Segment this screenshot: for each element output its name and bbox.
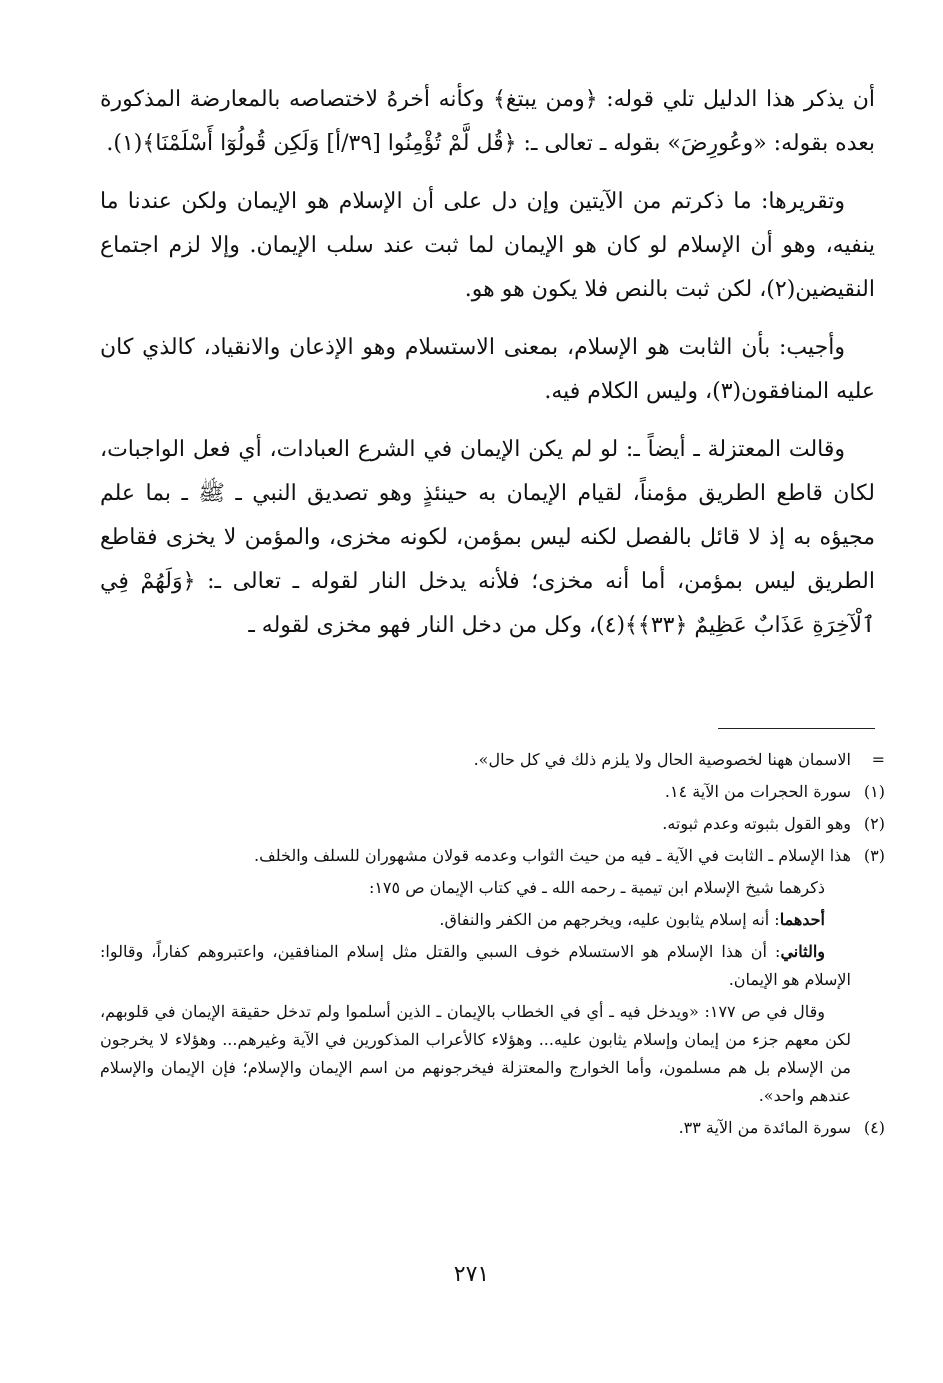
paragraph-3: وأجيب: بأن الثابت هو الإسلام، بمعنى الاستسلام وهو الإذعان والانقياد، كالذي كان عليه المنافقون(٣)، وليس الكلام فيه. bbox=[100, 335, 875, 404]
paragraph-1: أن يذكر هذا الدليل تلي قوله: ﴿ومن يبتغ﴾ وكأنه أخرهُ لاختصاصه بالمعارضة المذكورة بعده بقوله: «وعُورِضَ» بقوله ـ تعالى ـ: ﴿قُل لَّمْ تُؤْمِنُوا [٣٩/أ] وَلَكِن قُولُوٓا أَسْلَمْنَا﴾(١). bbox=[100, 87, 875, 156]
second-text: : أن هذا الإسلام هو الاستسلام خوف السبي والقتل مثل إسلام المنافقين، واعتبروهم كفاراً، وقالوا: الإسلام هو الإيمان. bbox=[100, 942, 851, 989]
main-text bbox=[100, 78, 875, 662]
footnote-3-quote: وقال في ص ١٧٧: «ويدخل فيه ـ أي في الخطاب بالإيمان ـ الذين أسلموا ولم تدخل حقيقة الإيمان في قلوبهم، لكن معهم جزء من إيمان وإسلام يثابون عليه... وهؤلاء كالأعراب المذكورين في الآية وغيرهم... وهؤلاء لا يخرجون من الإسلام بل هم مسلمون، وأما الخوارج والمعتزلة فيخرجونهم من اسم الإيمان والإسلام؛ فإن الإيمان والإسلام عندهم واحد». bbox=[100, 1002, 851, 1105]
footnotes bbox=[100, 746, 885, 1146]
footnote-continuation bbox=[100, 746, 885, 774]
first-label: أحدهما bbox=[779, 910, 825, 929]
footnote-1 bbox=[100, 778, 885, 806]
footnote-text: سورة المائدة من الآية ٣٣. bbox=[678, 1118, 851, 1137]
footnote-number: (٣) bbox=[863, 846, 885, 865]
continuation-text: الاسمان ههنا لخصوصية الحال ولا يلزم ذلك في كل حال». bbox=[473, 750, 851, 769]
footnote-text: سورة الحجرات من الآية ١٤. bbox=[664, 782, 851, 801]
page-number: ٢٧١ bbox=[453, 1262, 490, 1287]
footnote-text: وهو القول بثبوته وعدم ثبوته. bbox=[662, 814, 851, 833]
footnote-number: (١) bbox=[863, 782, 885, 801]
footnote-3-second bbox=[100, 938, 851, 994]
footnote-3-first bbox=[100, 906, 851, 934]
paragraph-4: وقالت المعتزلة ـ أيضاً ـ: لو لم يكن الإيمان في الشرع العبادات، أي فعل الواجبات، لكان قاطع الطريق مؤمناً، لقيام الإيمان به حينئذٍ وهو تصديق النبي ـ ﷺ ـ بما علم مجيؤه به إذ لا قائل بالفصل لكنه ليس بمؤمن، لكونه مخزى، والمؤمن لا يخزى فقاطع الطريق ليس بمؤمن، أما أنه مخزى؛ فلأنه يدخل النار لقوله ـ تعالى ـ: ﴿وَلَهُمْ فِي ٱلْآخِرَةِ عَذَابٌ عَظِيمٌ ﴿٣٣﴾﴾(٤)، وكل من دخل النار فهو مخزى لقوله ـ bbox=[100, 437, 875, 638]
footnote-number: (٢) bbox=[863, 814, 885, 833]
footnote-4 bbox=[100, 1114, 885, 1142]
footnote-3-details bbox=[100, 874, 885, 1110]
continuation-mark: = bbox=[871, 750, 885, 769]
footnote-number: (٤) bbox=[863, 1118, 885, 1137]
first-text: : أنه إسلام يثابون عليه، ويخرجهم من الكفر والنفاق. bbox=[439, 910, 780, 929]
paragraph-2: وتقريرها: ما ذكرتم من الآيتين وإن دل على أن الإسلام هو الإيمان ولكن عندنا ما ينفيه، وهو أن الإسلام لو كان هو الإيمان لما ثبت عند سلب الإيمان. وإلا لزم اجتماع النقيضين(٢)، لكن ثبت بالنص فلا يكون هو هو. bbox=[100, 189, 875, 302]
footnote-divider bbox=[718, 728, 875, 729]
footnote-text: هذا الإسلام ـ الثابت في الآية ـ فيه من حيث الثواب وعدمه قولان مشهوران للسلف والخلف. bbox=[254, 846, 851, 865]
footnote-3-line: ذكرهما شيخ الإسلام ابن تيمية ـ رحمه الله ـ في كتاب الإيمان ص ١٧٥: bbox=[368, 878, 825, 897]
second-label: والثاني bbox=[780, 942, 825, 961]
footnote-2 bbox=[100, 810, 885, 838]
footnote-3 bbox=[100, 842, 885, 870]
